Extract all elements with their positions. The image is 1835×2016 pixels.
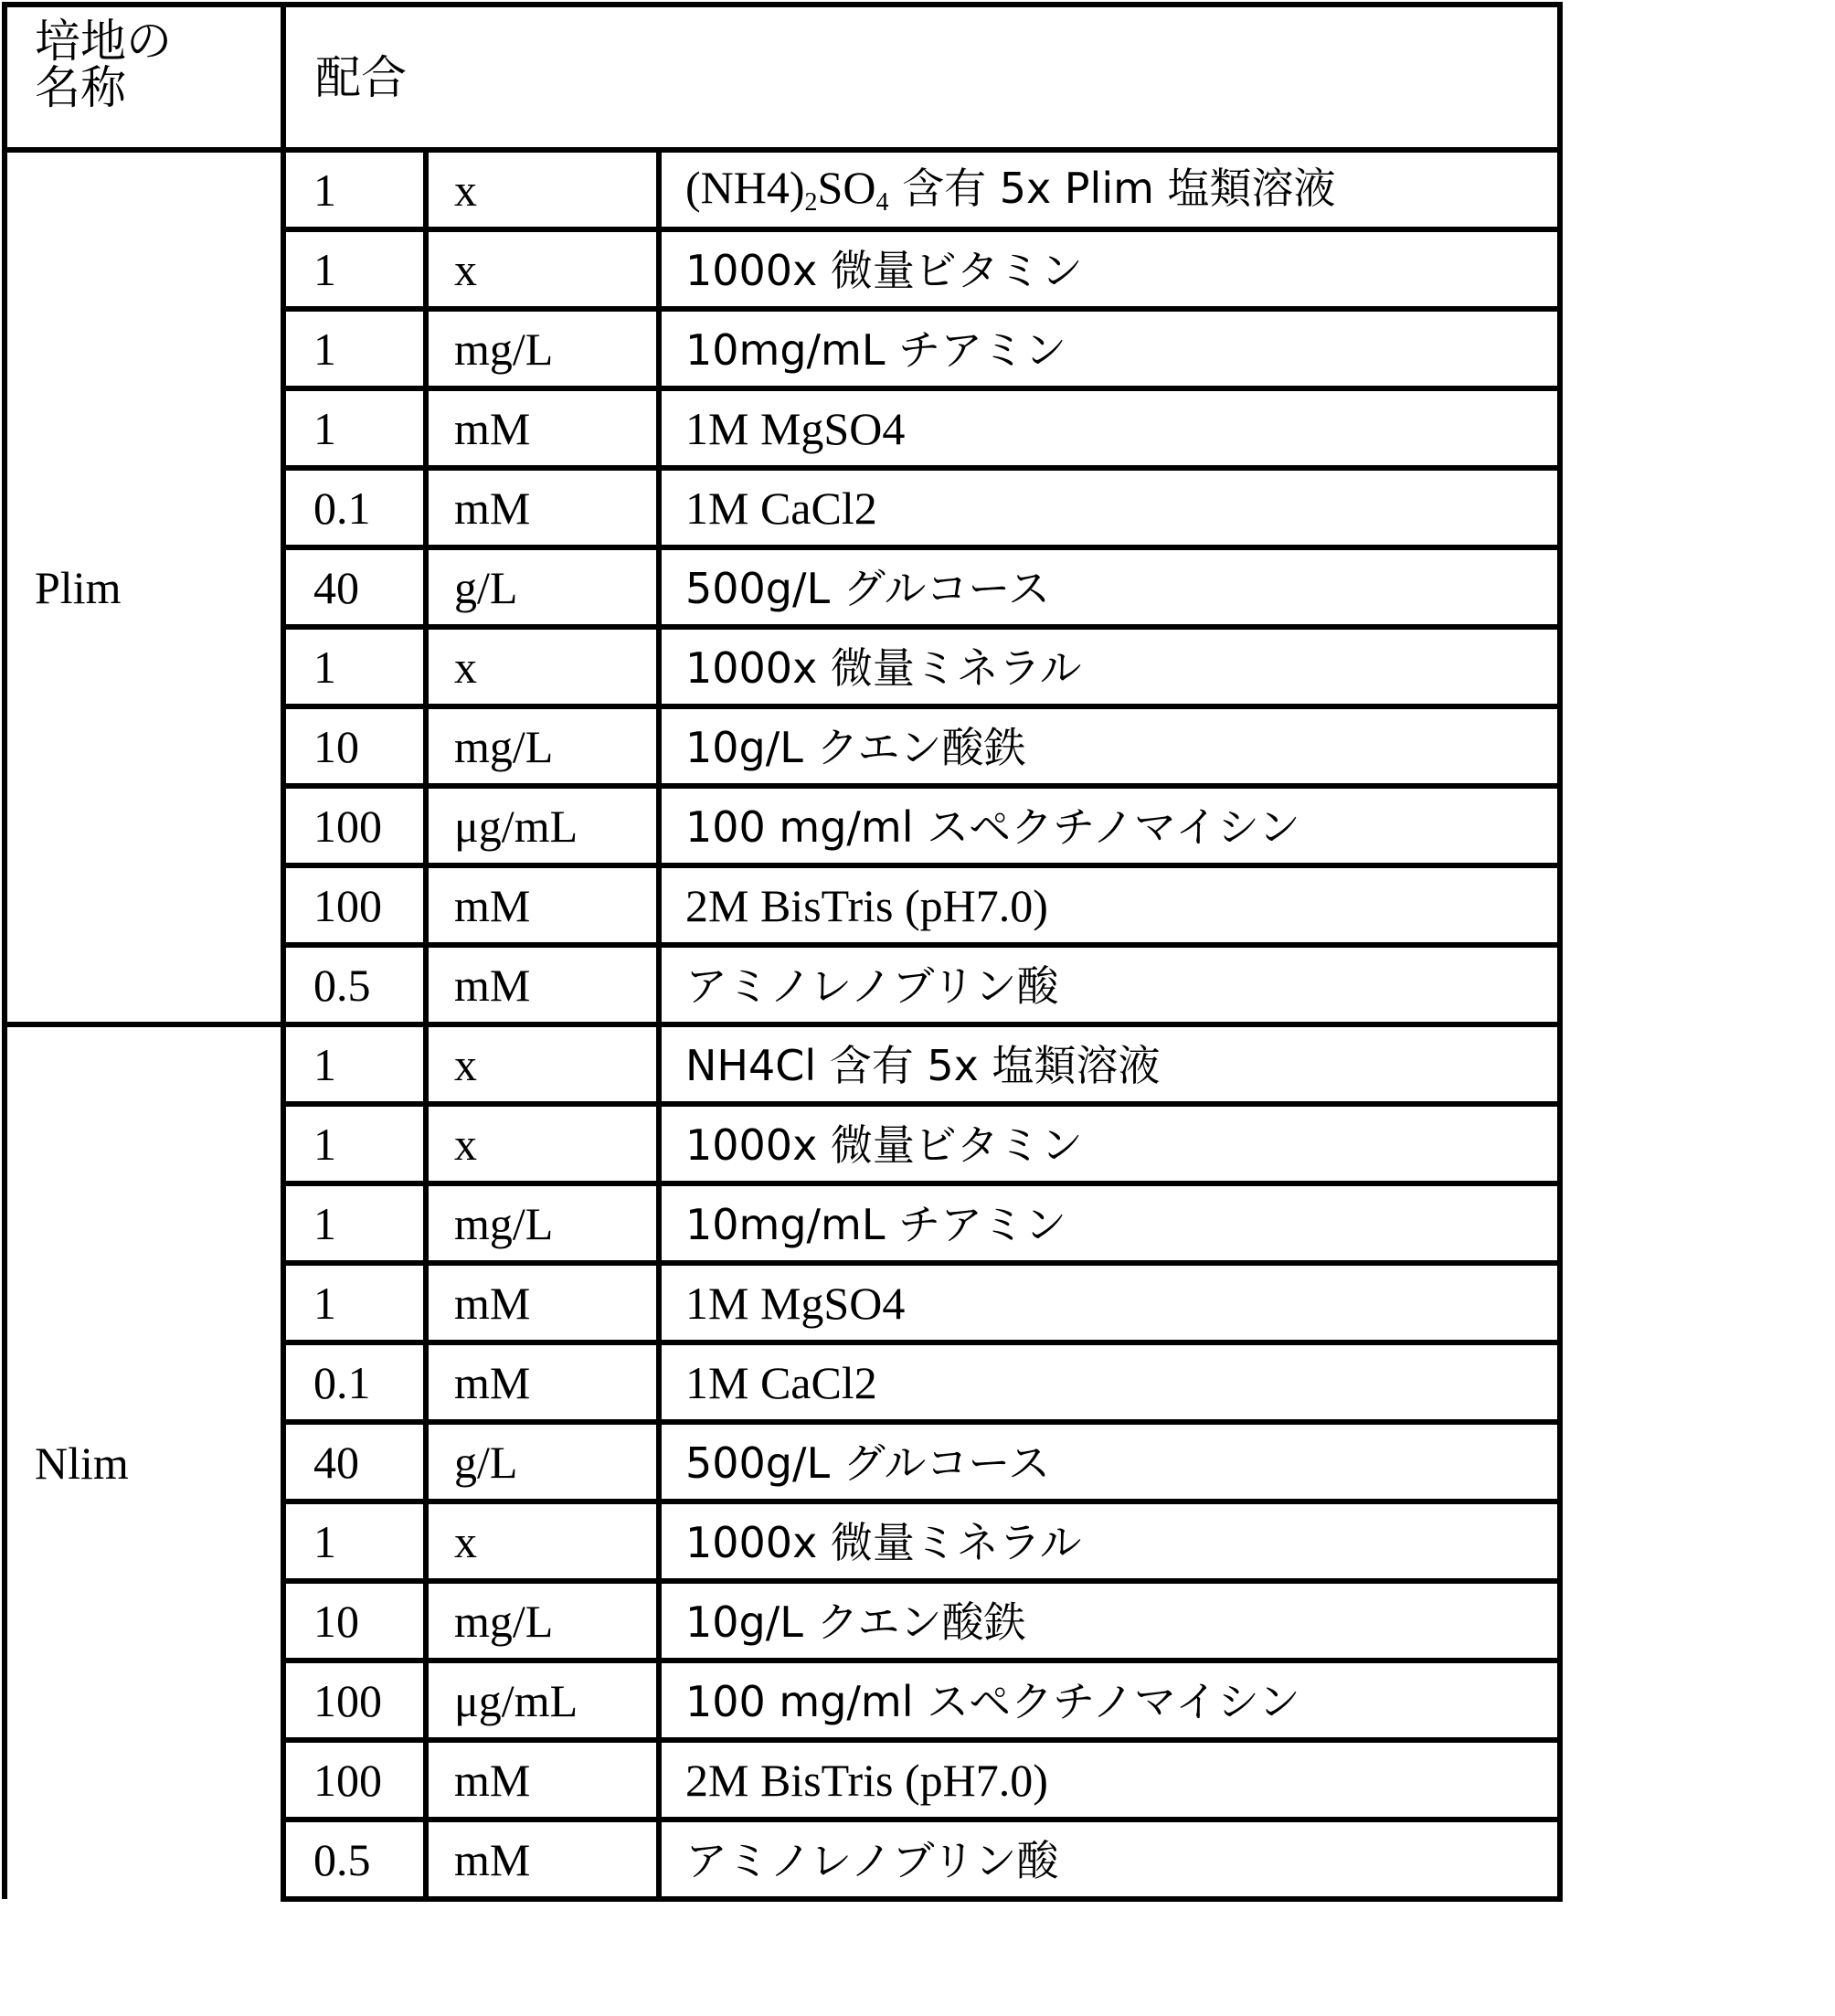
component-cell bbox=[659, 627, 1560, 706]
component-cell bbox=[659, 309, 1560, 388]
unit-cell: x bbox=[426, 1024, 659, 1104]
unit-cell: g/L bbox=[426, 1422, 659, 1501]
component-text: 1000x 微量ミネラル bbox=[685, 1517, 1082, 1567]
medium-name-plim: Plim bbox=[5, 150, 283, 1024]
component-text: 10g/L クエン酸鉄 bbox=[685, 722, 1026, 772]
amount-cell: 1 bbox=[283, 1263, 426, 1342]
component-text: 10g/L クエン酸鉄 bbox=[685, 1597, 1026, 1647]
amount-cell: 1 bbox=[283, 150, 426, 229]
unit-cell: μg/mL bbox=[426, 1661, 659, 1740]
component-text: 1M CaCl2 bbox=[685, 482, 877, 534]
amount-cell: 1 bbox=[283, 229, 426, 309]
subscript: 4 bbox=[875, 187, 889, 217]
component-text: アミノレノブリン酸 bbox=[685, 960, 1059, 1011]
amount-cell: 100 bbox=[283, 1661, 426, 1740]
component-text: 10mg/mL チアミン bbox=[685, 324, 1067, 375]
table-row bbox=[5, 150, 1560, 229]
component-text: 1000x 微量ビタミン bbox=[685, 1119, 1083, 1170]
unit-cell: mM bbox=[426, 388, 659, 468]
amount-cell: 0.1 bbox=[283, 1342, 426, 1422]
header-medium-name-line1: 培地の bbox=[35, 15, 172, 68]
component-cell bbox=[659, 1263, 1560, 1342]
header-row bbox=[5, 5, 1560, 150]
amount-cell: 0.1 bbox=[283, 468, 426, 547]
component-text: 10mg/mL チアミン bbox=[685, 1199, 1067, 1249]
component-text: アミノレノブリン酸 bbox=[685, 1835, 1059, 1885]
amount-cell: 0.5 bbox=[283, 945, 426, 1024]
component-cell bbox=[659, 945, 1560, 1024]
amount-cell: 1 bbox=[283, 1501, 426, 1581]
component-text: 1000x 微量ミネラル bbox=[685, 642, 1082, 693]
component-cell bbox=[659, 388, 1560, 468]
component-cell bbox=[659, 1342, 1560, 1422]
component-text: 1M MgSO4 bbox=[685, 1277, 906, 1329]
unit-cell: mg/L bbox=[426, 309, 659, 388]
component-cell bbox=[659, 1661, 1560, 1740]
component-text: SO bbox=[817, 161, 876, 213]
component-text: 100 mg/ml スペクチノマイシン bbox=[685, 1676, 1300, 1726]
component-cell bbox=[659, 1501, 1560, 1581]
unit-cell: x bbox=[426, 1104, 659, 1183]
unit-cell: mg/L bbox=[426, 706, 659, 786]
unit-cell: x bbox=[426, 229, 659, 309]
unit-cell: μg/mL bbox=[426, 786, 659, 865]
amount-cell: 1 bbox=[283, 1104, 426, 1183]
amount-cell: 1 bbox=[283, 627, 426, 706]
header-medium-name-line2: 名称 bbox=[35, 61, 126, 114]
component-cell bbox=[659, 865, 1560, 945]
medium-name-nlim: Nlim bbox=[5, 1024, 283, 1899]
component-text: 1M CaCl2 bbox=[685, 1356, 877, 1408]
component-cell bbox=[659, 229, 1560, 309]
media-formulation-table bbox=[2, 2, 1563, 1902]
header-medium-name bbox=[5, 5, 283, 150]
amount-cell: 1 bbox=[283, 309, 426, 388]
amount-cell: 10 bbox=[283, 706, 426, 786]
component-text: 2M BisTris (pH7.0) bbox=[685, 879, 1048, 931]
amount-cell: 100 bbox=[283, 865, 426, 945]
amount-cell: 1 bbox=[283, 388, 426, 468]
unit-cell: mM bbox=[426, 1740, 659, 1820]
component-cell bbox=[659, 706, 1560, 786]
component-text: 1000x 微量ビタミン bbox=[685, 245, 1083, 295]
component-text: 100 mg/ml スペクチノマイシン bbox=[685, 801, 1300, 852]
unit-cell: mM bbox=[426, 1263, 659, 1342]
amount-cell: 100 bbox=[283, 1740, 426, 1820]
unit-cell: mM bbox=[426, 1342, 659, 1422]
unit-cell: mM bbox=[426, 945, 659, 1024]
component-text: NH4Cl 含有 5x 塩類溶液 bbox=[685, 1040, 1161, 1090]
unit-cell: mg/L bbox=[426, 1581, 659, 1661]
amount-cell: 1 bbox=[283, 1183, 426, 1263]
component-cell bbox=[659, 547, 1560, 627]
amount-cell: 40 bbox=[283, 547, 426, 627]
subscript: 2 bbox=[804, 187, 818, 217]
component-text: 1M MgSO4 bbox=[685, 402, 906, 454]
unit-cell: g/L bbox=[426, 547, 659, 627]
component-cell bbox=[659, 468, 1560, 547]
component-cell bbox=[659, 1183, 1560, 1263]
component-text: 500g/L グルコース bbox=[685, 1438, 1051, 1488]
amount-cell: 100 bbox=[283, 786, 426, 865]
unit-cell: mM bbox=[426, 1820, 659, 1899]
table-row bbox=[5, 1024, 1560, 1104]
amount-cell: 10 bbox=[283, 1581, 426, 1661]
unit-cell: mM bbox=[426, 468, 659, 547]
unit-cell: x bbox=[426, 1501, 659, 1581]
component-cell bbox=[659, 1422, 1560, 1501]
component-cell bbox=[659, 786, 1560, 865]
component-cell bbox=[659, 1581, 1560, 1661]
component-cell bbox=[659, 150, 1560, 229]
component-cell bbox=[659, 1740, 1560, 1820]
component-cell bbox=[659, 1820, 1560, 1899]
component-text: 含有 5x Plim 塩類溶液 bbox=[888, 163, 1336, 213]
amount-cell: 1 bbox=[283, 1024, 426, 1104]
component-cell bbox=[659, 1024, 1560, 1104]
header-formulation: 配合 bbox=[283, 5, 1560, 150]
component-text: 2M BisTris (pH7.0) bbox=[685, 1754, 1048, 1806]
unit-cell: mM bbox=[426, 865, 659, 945]
unit-cell: x bbox=[426, 150, 659, 229]
component-text: 500g/L グルコース bbox=[685, 563, 1051, 613]
unit-cell: mg/L bbox=[426, 1183, 659, 1263]
component-text: (NH4) bbox=[685, 161, 805, 213]
unit-cell: x bbox=[426, 627, 659, 706]
component-cell bbox=[659, 1104, 1560, 1183]
amount-cell: 40 bbox=[283, 1422, 426, 1501]
amount-cell: 0.5 bbox=[283, 1820, 426, 1899]
